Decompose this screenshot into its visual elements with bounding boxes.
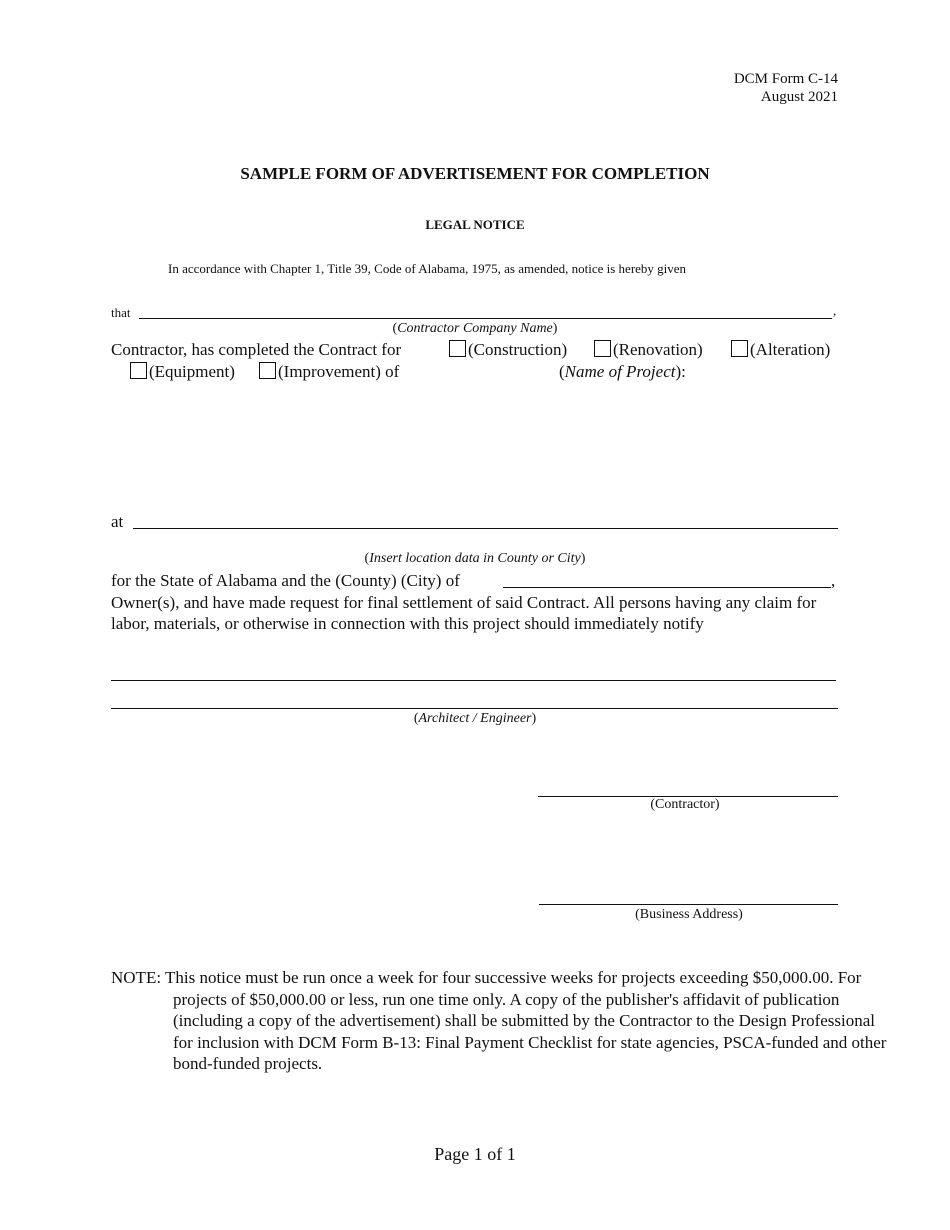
option-alteration[interactable] xyxy=(731,340,830,360)
architect-field-line-2[interactable] xyxy=(111,708,838,709)
option-construction-label: (Construction) xyxy=(468,340,568,359)
project-name-suffix: ): xyxy=(675,362,686,381)
contractor-name-field[interactable] xyxy=(139,318,832,319)
project-name-label-text: Name of Project xyxy=(564,362,676,381)
publication-note: NOTE: This notice must be run once a week for four successive weeks for projects exceeding $50,000.00. For projects of $50,000.00 or less, run one time only. A copy of the publisher's affidavit of publication (including a copy of the advertisement) shall be submitted by the Contractor to the Design Professional for inclusion with DCM Form B-13: Final Payment Checklist for state agencies, PSCA-funded and other bond-funded projects. xyxy=(111,968,887,1073)
business-address-line[interactable] xyxy=(539,904,838,905)
contractor-line-suffix: , xyxy=(833,303,837,318)
option-renovation[interactable] xyxy=(594,340,703,360)
at-label: at xyxy=(111,512,124,531)
contract-lead: Contractor, has completed the Contract for xyxy=(111,340,402,359)
checkbox-construction[interactable] xyxy=(449,340,466,357)
form-header xyxy=(734,70,838,106)
architect-field-line-1[interactable] xyxy=(111,680,836,681)
option-equipment-label: (Equipment) xyxy=(149,362,235,381)
option-construction[interactable] xyxy=(449,340,567,360)
option-equipment[interactable] xyxy=(130,362,235,382)
location-caption-text: Insert location data in County or City xyxy=(369,551,581,566)
page-number: Page 1 of 1 xyxy=(434,1144,516,1164)
contractor-name-caption: (Contractor Company Name) xyxy=(392,321,558,336)
state-line-suffix: , xyxy=(831,571,836,590)
location-caption: (Insert location data in County or City) xyxy=(364,551,586,566)
claims-paragraph: Owner(s), and have made request for final settlement of said Contract. All persons having any claim for labor, materials, or otherwise in connection with this project should immediately notify xyxy=(111,593,817,633)
business-address-label: (Business Address) xyxy=(635,907,743,922)
project-name-label: (Name of Project): xyxy=(559,362,686,381)
checkbox-renovation[interactable] xyxy=(594,340,611,357)
document-title: SAMPLE FORM OF ADVERTISEMENT FOR COMPLETION xyxy=(240,164,710,183)
option-renovation-label: (Renovation) xyxy=(613,340,703,359)
document-subtitle: LEGAL NOTICE xyxy=(425,217,525,232)
checkbox-equipment[interactable] xyxy=(130,362,147,379)
architect-caption: (Architect / Engineer) xyxy=(413,711,537,726)
checkbox-alteration[interactable] xyxy=(731,340,748,357)
intro-text: In accordance with Chapter 1, Title 39, Code of Alabama, 1975, as amended, notice is hereby given xyxy=(168,261,687,276)
option-improvement[interactable] xyxy=(259,362,399,382)
contractor-signature-label: (Contractor) xyxy=(650,797,720,812)
county-city-field[interactable] xyxy=(503,587,831,588)
state-line-text: for the State of Alabama and the (County) (City) of xyxy=(111,571,460,590)
form-id: DCM Form C-14 xyxy=(733,71,838,87)
option-alteration-label: (Alteration) xyxy=(750,340,831,359)
option-improvement-label: (Improvement) of xyxy=(278,362,400,381)
contractor-name-caption-text: Contractor Company Name xyxy=(397,321,553,336)
form-date: August 2021 xyxy=(760,89,838,105)
architect-caption-text: Architect / Engineer xyxy=(418,711,532,726)
location-field[interactable] xyxy=(133,528,838,529)
that-label: that xyxy=(111,305,131,320)
checkbox-improvement[interactable] xyxy=(259,362,276,379)
